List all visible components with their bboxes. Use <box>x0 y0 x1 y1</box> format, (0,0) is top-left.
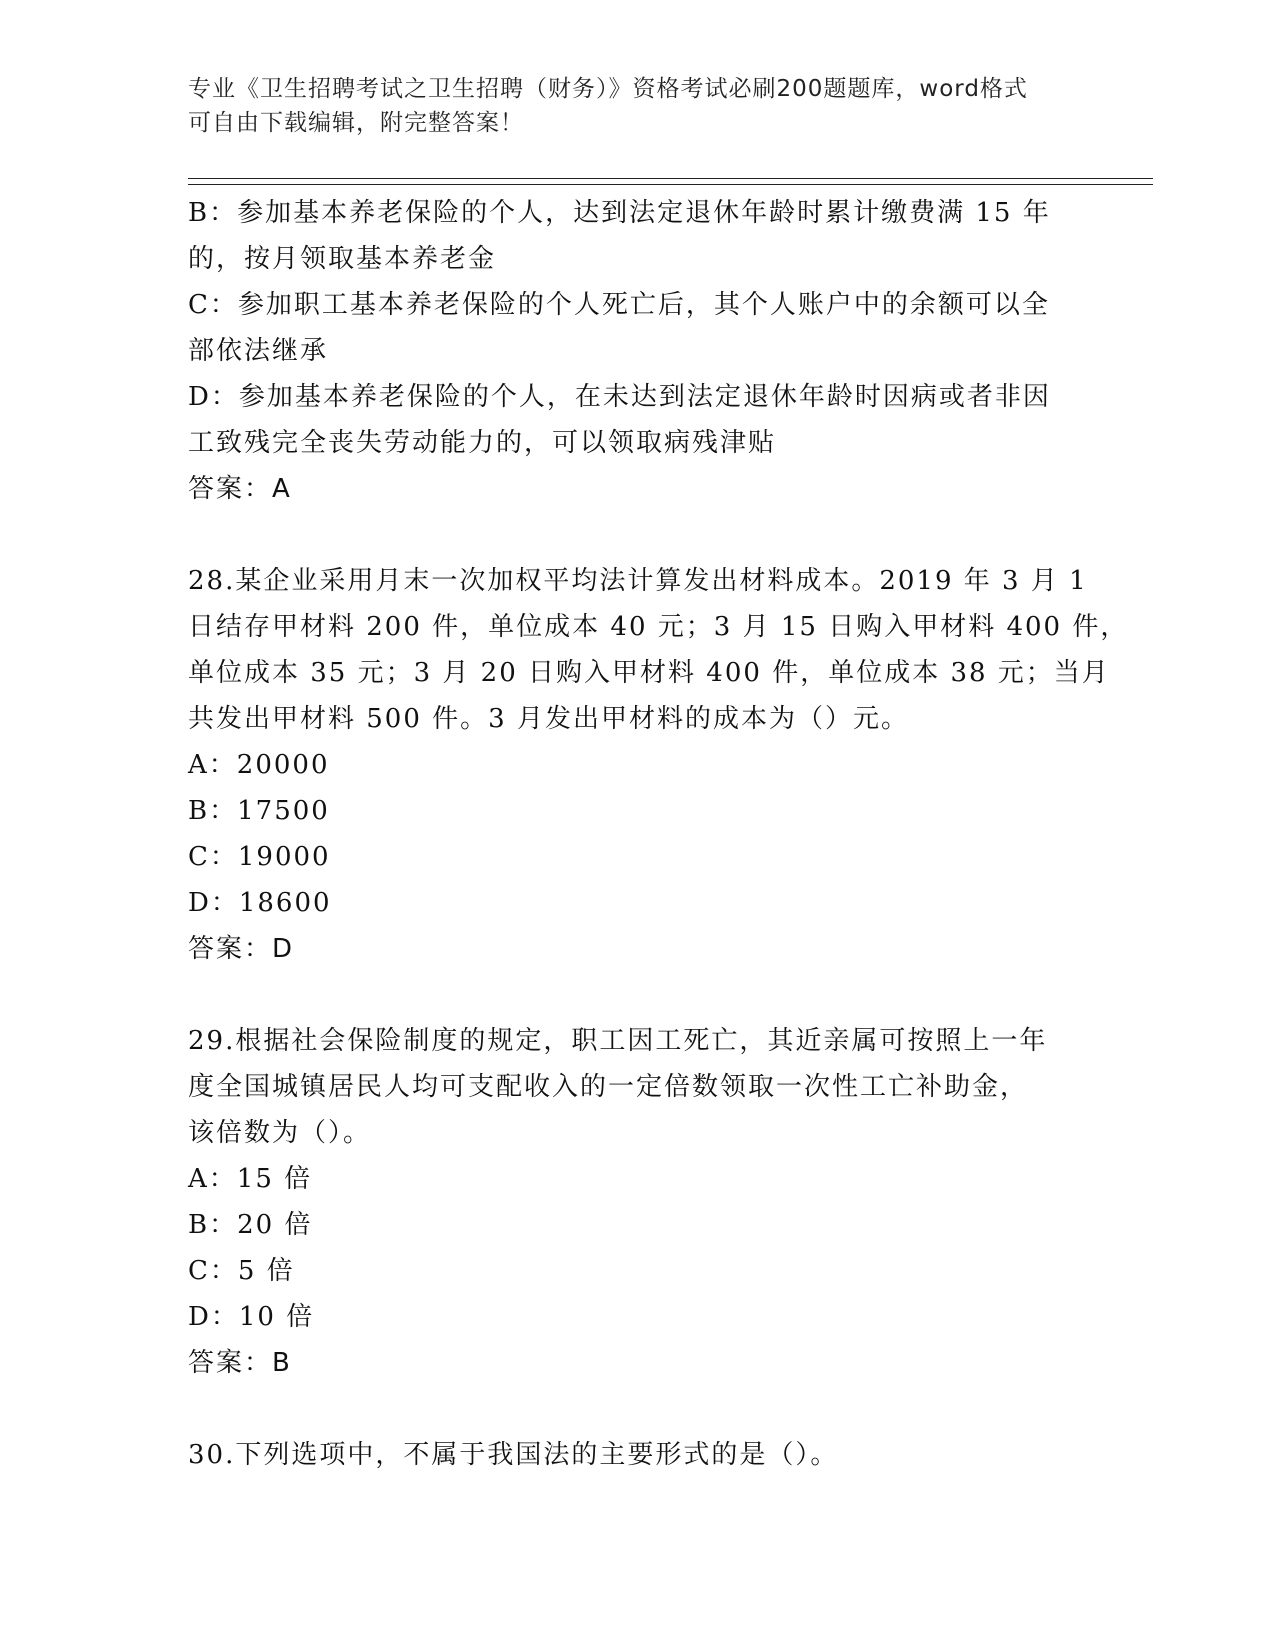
q28-option-d: D：18600 <box>188 888 332 918</box>
question-spacer <box>188 1386 1088 1432</box>
header-divider-top <box>188 178 1153 179</box>
q27-option-d-line-2: 工致残完全丧失劳动能力的，可以领取病残津贴 <box>188 428 777 458</box>
q28-stem-line-2: 日结存甲材料 200 件，单位成本 40 元；3 月 15 日购入甲材料 400 件， <box>188 612 1129 642</box>
q29-option-c: C：5 倍 <box>188 1256 295 1286</box>
q29-option-b: B：20 倍 <box>188 1210 313 1240</box>
q30-stem-line-1: 30.下列选项中，不属于我国法的主要形式的是（）。 <box>188 1440 839 1470</box>
q28-stem-line-3: 单位成本 35 元；3 月 20 日购入甲材料 400 件，单位成本 38 元；当月 <box>188 658 1110 688</box>
q29-stem-line-3: 该倍数为（）。 <box>188 1118 372 1148</box>
q28-stem-line-4: 共发出甲材料 500 件。3 月发出甲材料的成本为（）元。 <box>188 704 909 734</box>
q28-answer: 答案：D <box>188 934 295 964</box>
question-29 <box>188 1018 1088 1386</box>
q28-option-a: A：20000 <box>188 750 330 780</box>
q27-option-c-line-2: 部依法继承 <box>188 336 329 366</box>
header-title-line-2: 可自由下载编辑，附完整答案！ <box>188 110 524 136</box>
document-header <box>188 72 1068 140</box>
question-content <box>188 190 1129 1478</box>
q27-answer: 答案：A <box>188 474 292 504</box>
question-27-continued <box>188 190 1088 512</box>
header-divider-bottom <box>188 184 1153 185</box>
q29-option-a: A：15 倍 <box>188 1164 313 1194</box>
question-spacer <box>188 512 1088 558</box>
q28-option-c: C：19000 <box>188 842 331 872</box>
q27-option-c-line-1: C：参加职工基本养老保险的个人死亡后，其个人账户中的余额可以全 <box>188 290 1050 320</box>
question-30 <box>188 1432 1088 1478</box>
q28-stem-line-1: 28.某企业采用月末一次加权平均法计算发出材料成本。2019 年 3 月 1 <box>188 566 1088 596</box>
q29-answer: 答案：B <box>188 1348 292 1378</box>
q28-option-b: B：17500 <box>188 796 330 826</box>
q27-option-b-line-2: 的，按月领取基本养老金 <box>188 244 497 274</box>
q27-option-b-line-1: B：参加基本养老保险的个人，达到法定退休年龄时累计缴费满 15 年 <box>188 198 1051 228</box>
q29-option-d: D：10 倍 <box>188 1302 315 1332</box>
question-28 <box>188 558 1129 972</box>
q29-stem-line-1: 29.根据社会保险制度的规定，职工因工死亡，其近亲属可按照上一年 <box>188 1026 1048 1056</box>
q27-option-d-line-1: D：参加基本养老保险的个人，在未达到法定退休年龄时因病或者非因 <box>188 382 1051 412</box>
header-title-line-1: 专业《卫生招聘考试之卫生招聘（财务）》资格考试必刷200题题库，word格式 <box>188 76 1028 102</box>
q29-stem-line-2: 度全国城镇居民人均可支配收入的一定倍数领取一次性工亡补助金， <box>188 1072 1029 1102</box>
question-spacer <box>188 972 1088 1018</box>
